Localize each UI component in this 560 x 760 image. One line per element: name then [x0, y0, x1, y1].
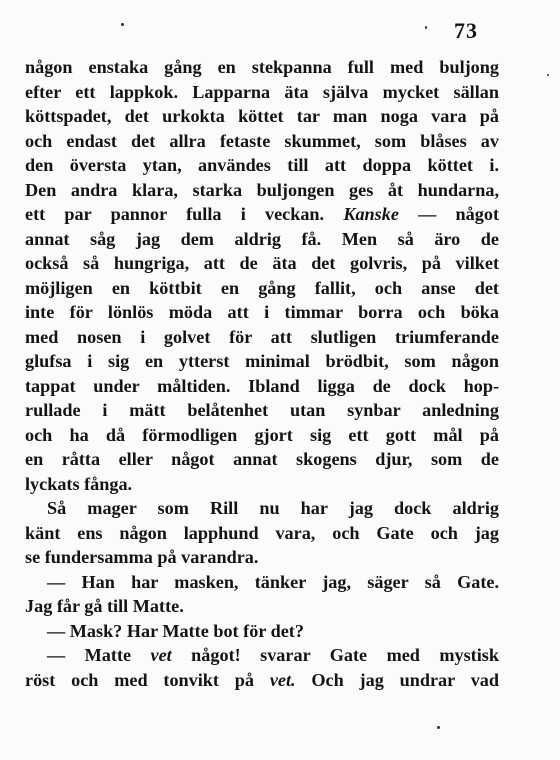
text-run: någon enstaka gång en stekpanna full med buljong — [25, 57, 499, 77]
text-line — [25, 521, 499, 546]
italic-run: vet — [150, 645, 172, 665]
text-run: känt ens någon lapphund vara, och Gate och jag — [25, 522, 499, 543]
text-run: — Han har masken, tänker jag, säger så Gate. — [47, 571, 499, 592]
italic-run: Kanske — [343, 204, 399, 224]
text-line — [25, 570, 499, 595]
text-run: glufsa i sig en ytterst minimal brödbit, som någon — [25, 351, 499, 371]
text-line — [25, 276, 499, 301]
text-line — [25, 300, 499, 325]
text-run: möjligen en köttbit en gång fallit, och anse det — [25, 277, 499, 298]
text-line — [25, 227, 499, 252]
text-run: och ha då förmodligen gjort sig ett gott mål på — [25, 424, 499, 445]
print-speck — [425, 26, 427, 29]
italic-run: vet. — [269, 669, 296, 690]
text-line — [25, 202, 499, 227]
text-run: en råtta eller något annat skogens djur, som de — [25, 449, 499, 469]
text-run: köttspadet, det urkokta köttet tar man noga vara på — [25, 106, 499, 126]
text-line — [25, 55, 499, 80]
text-run: också så hungriga, att de äta det golvris, på vilket — [25, 253, 499, 273]
text-run: rullade i mätt belåtenhet utan synbar anledning — [25, 400, 499, 420]
text-line — [25, 423, 499, 448]
text-run: röst och med tonvikt på — [25, 669, 270, 690]
text-line — [25, 153, 499, 178]
text-run: Så mager som Rill nu har jag dock aldrig — [47, 498, 499, 518]
text-run: tappat under måltiden. Ibland ligga de dock hop- — [25, 375, 499, 396]
text-line — [25, 643, 499, 668]
text-line — [25, 545, 499, 570]
body-text — [25, 55, 499, 692]
text-run: — Mask? Har Matte bot för det? — [47, 620, 304, 641]
text-line — [25, 496, 499, 521]
text-line — [25, 472, 499, 497]
print-speck — [437, 726, 440, 729]
text-line — [25, 447, 499, 472]
text-line — [25, 374, 499, 399]
text-line — [25, 594, 499, 619]
text-run: ett par pannor fulla i veckan. — [25, 204, 344, 224]
text-line — [25, 325, 499, 350]
text-line — [25, 178, 499, 203]
text-line — [25, 104, 499, 129]
text-line — [25, 349, 499, 374]
print-speck — [121, 23, 124, 26]
text-run: lyckats fånga. — [25, 473, 133, 494]
text-run: se fundersamma på varandra. — [25, 547, 259, 567]
page-number: 73 — [454, 18, 478, 43]
text-run: inte för lönlös möda att i timmar borra och böka — [25, 302, 499, 322]
text-run: Jag får gå till Matte. — [25, 596, 184, 616]
text-run: efter ett lappkok. Lapparna äta själva mycket sällan — [25, 81, 499, 102]
text-run: med nosen i golvet för att slutligen triumferande — [25, 326, 499, 347]
text-run: annat såg jag dem aldrig få. Men så äro de — [25, 228, 499, 249]
text-line — [25, 398, 499, 423]
text-line — [25, 619, 499, 644]
text-line — [25, 251, 499, 276]
text-run: något! svarar Gate med mystisk — [171, 645, 499, 665]
text-run: Och jag undrar vad — [295, 669, 499, 690]
text-run: Den andra klara, starka buljongen ges åt hundarna, — [25, 179, 499, 200]
text-run: — något — [398, 204, 499, 224]
print-speck — [547, 74, 549, 76]
text-line — [25, 80, 499, 105]
text-run: den översta ytan, användes till att doppa köttet i. — [25, 155, 499, 175]
text-line — [25, 668, 499, 693]
text-run: — Matte — [47, 645, 151, 665]
text-run: och endast det allra fetaste skummet, som blåses av — [25, 130, 499, 151]
text-line — [25, 129, 499, 154]
